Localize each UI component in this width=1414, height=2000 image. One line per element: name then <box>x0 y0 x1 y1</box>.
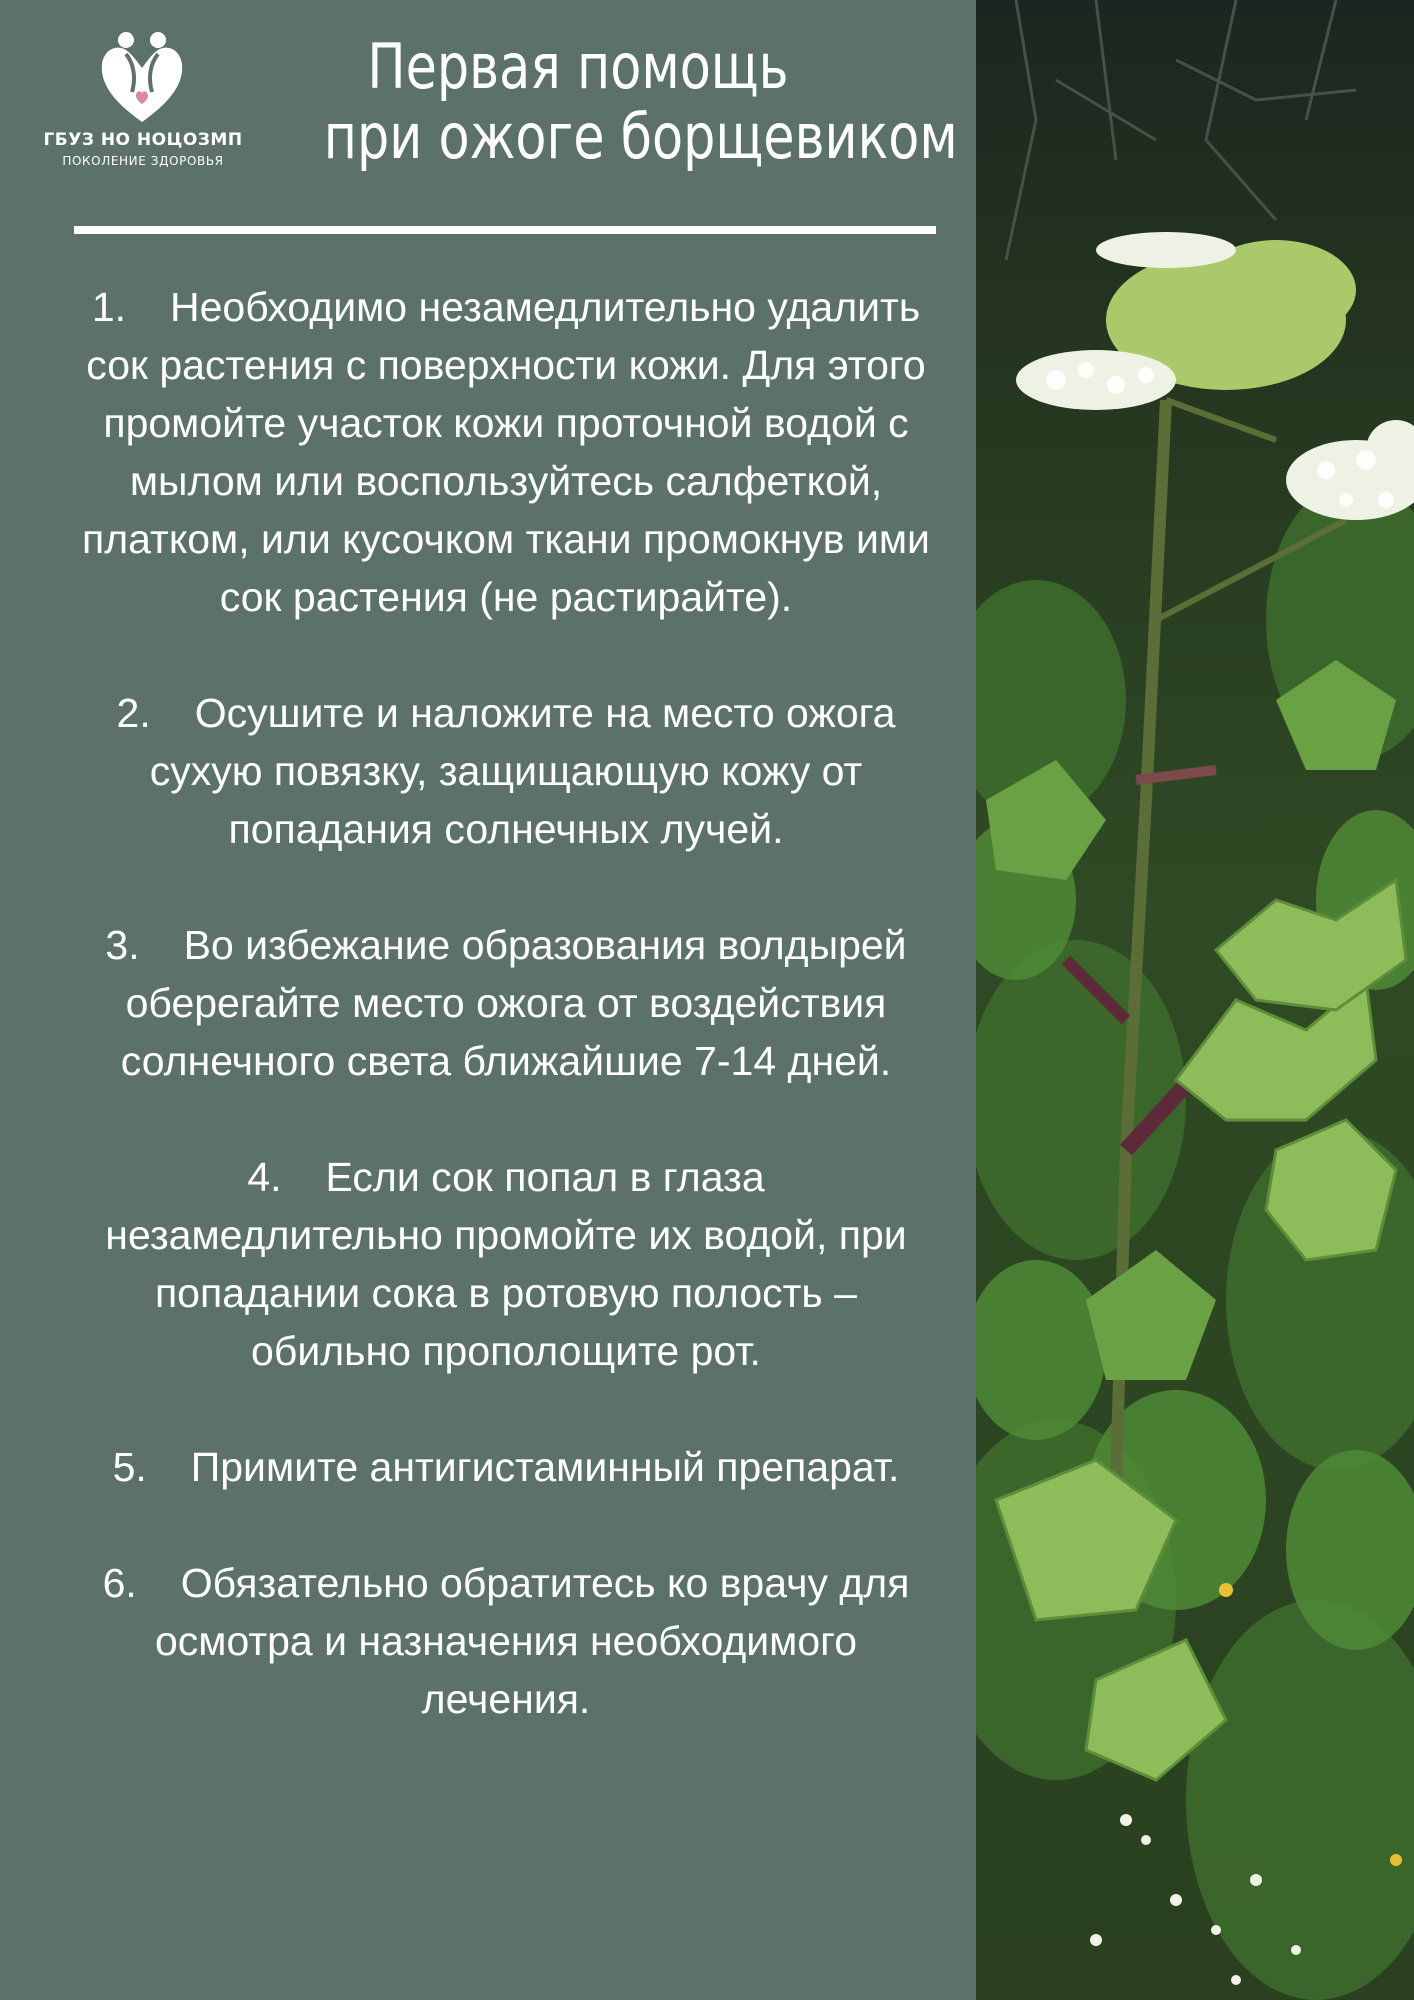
first-aid-steps <box>76 278 936 1786</box>
step-1 <box>76 278 936 626</box>
step-6 <box>76 1554 936 1728</box>
organization-logo <box>38 30 248 180</box>
title-line-1: Первая помощь <box>367 30 789 103</box>
step-number: 4. <box>247 1154 282 1200</box>
step-text: Во избежание образования волдырей оберегайте место ожога от воздействия солнечного света ближайшие 7-14 дней. <box>120 922 907 1084</box>
logo-tagline: ПОКОЛЕНИЕ ЗДОРОВЬЯ <box>62 154 224 168</box>
title-line-2: при ожоге борщевиком <box>323 100 958 173</box>
step-number: 2. <box>116 690 151 736</box>
step-5 <box>76 1438 936 1496</box>
hogweed-illustration <box>976 0 1414 2000</box>
step-text: Необходимо незамедлительно удалить сок растения с поверхности кожи. Для этого промойте участок кожи проточной водой с мылом или воспользуйтесь салфеткой, платком, или кусочком ткани промокнув ими сок растения (не растирайте). <box>82 284 930 620</box>
step-4 <box>76 1148 936 1380</box>
step-text: Обязательно обратитесь ко врачу для осмотра и назначения необходимого лечения. <box>154 1560 910 1722</box>
hogweed-plant-photo <box>976 0 1414 2000</box>
step-number: 5. <box>112 1444 147 1490</box>
step-number: 6. <box>102 1560 137 1606</box>
step-text: Если сок попал в глаза незамедлительно промойте их водой, при попадании сока в ротовую полость – обильно прополощите рот. <box>105 1154 907 1374</box>
title-divider <box>74 226 936 234</box>
step-text: Примите антигистаминный препарат. <box>190 1444 900 1490</box>
step-text: Осушите и наложите на место ожога сухую повязку, защищающую кожу от попадания солнечных лучей. <box>149 690 896 852</box>
step-2 <box>76 684 936 858</box>
step-number: 3. <box>105 922 140 968</box>
logo-org-name: ГБУЗ НО НОЦОЗМП <box>43 130 243 150</box>
family-heart-icon <box>96 30 188 126</box>
page-title <box>323 30 958 173</box>
step-number: 1. <box>91 284 127 330</box>
step-3 <box>76 916 936 1090</box>
